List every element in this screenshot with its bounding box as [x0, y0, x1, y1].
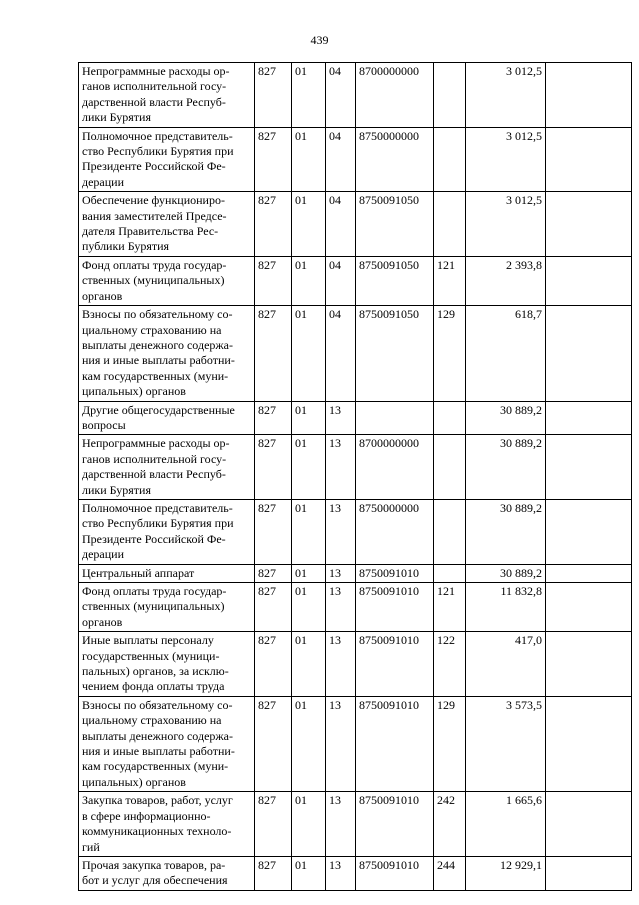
- target-article-cell: 8750091010: [356, 583, 434, 632]
- subsection-code-cell: 04: [326, 63, 356, 128]
- expense-type-cell: [434, 435, 466, 500]
- subsection-code-cell: 13: [326, 401, 356, 435]
- ministry-code-cell: 827: [255, 401, 292, 435]
- expense-name-line: ганов исполнительной госу-: [82, 451, 227, 466]
- expense-name-line: дерации: [82, 174, 125, 189]
- section-code-cell: 01: [292, 632, 326, 697]
- subsection-code-cell: 13: [326, 499, 356, 564]
- section-code-cell: 01: [292, 583, 326, 632]
- section-code-cell: 01: [292, 499, 326, 564]
- expense-type-cell: 244: [434, 856, 466, 890]
- expense-name-line: в сфере информационно-: [82, 808, 211, 823]
- expense-type-cell: [434, 192, 466, 257]
- amount-cell: 30 889,2: [466, 401, 546, 435]
- expense-name-line: лики Бурятия: [82, 110, 151, 125]
- section-code-cell: 01: [292, 306, 326, 401]
- table-row: [79, 401, 632, 435]
- extra-cell: [546, 696, 632, 791]
- expense-name-line: Закупка товаров, работ, услуг: [82, 793, 233, 808]
- expense-name-cell: [79, 632, 255, 697]
- table-row: [79, 192, 632, 257]
- target-article-cell: 8750000000: [356, 499, 434, 564]
- target-article-cell: 8750091010: [356, 564, 434, 582]
- expense-name-line: ганов исполнительной госу-: [82, 79, 227, 94]
- expense-name-line: коммуникационных техноло-: [82, 824, 232, 839]
- amount-cell: 3 012,5: [466, 127, 546, 192]
- expense-name-line: циальному страхованию на: [82, 322, 222, 337]
- expense-name-line: Полномочное представитель-: [82, 128, 233, 143]
- extra-cell: [546, 256, 632, 305]
- amount-cell: 30 889,2: [466, 499, 546, 564]
- ministry-code-cell: 827: [255, 792, 292, 857]
- amount-cell: 30 889,2: [466, 564, 546, 582]
- target-article-cell: [356, 401, 434, 435]
- expense-name-cell: [79, 63, 255, 128]
- expense-type-cell: [434, 401, 466, 435]
- expense-type-cell: 129: [434, 696, 466, 791]
- ministry-code-cell: 827: [255, 564, 292, 582]
- table-row: [79, 435, 632, 500]
- expense-type-cell: 121: [434, 583, 466, 632]
- table-row: [79, 632, 632, 697]
- extra-cell: [546, 192, 632, 257]
- expense-type-cell: 122: [434, 632, 466, 697]
- subsection-code-cell: 13: [326, 856, 356, 890]
- expense-name-line: Иные выплаты персоналу: [82, 633, 214, 648]
- ministry-code-cell: 827: [255, 63, 292, 128]
- expense-type-cell: [434, 127, 466, 192]
- extra-cell: [546, 499, 632, 564]
- expense-name-line: Прочая закупка товаров, ра-: [82, 857, 226, 872]
- table-row: [79, 63, 632, 128]
- expense-name-line: пальных) органов, за исклю-: [82, 664, 229, 679]
- section-code-cell: 01: [292, 127, 326, 192]
- ministry-code-cell: 827: [255, 127, 292, 192]
- subsection-code-cell: 13: [326, 583, 356, 632]
- expense-name-line: Центральный аппарат: [82, 565, 195, 580]
- amount-cell: 3 012,5: [466, 192, 546, 257]
- expense-name-line: вания заместителей Предсе-: [82, 208, 227, 223]
- expense-name-cell: [79, 127, 255, 192]
- expense-name-line: Президенте Российской Фе-: [82, 531, 226, 546]
- expense-name-cell: [79, 564, 255, 582]
- expense-type-cell: [434, 564, 466, 582]
- expense-name-cell: [79, 435, 255, 500]
- expense-name-cell: [79, 583, 255, 632]
- expense-name-line: Фонд оплаты труда государ-: [82, 584, 227, 598]
- expense-name-cell: [79, 401, 255, 435]
- expense-name-cell: [79, 192, 255, 257]
- extra-cell: [546, 63, 632, 128]
- expense-name-line: лики Бурятия: [82, 482, 151, 497]
- ministry-code-cell: 827: [255, 696, 292, 791]
- expense-name-line: дателя Правительства Рес-: [82, 224, 219, 239]
- amount-cell: 3 573,5: [466, 696, 546, 791]
- page-number: 439: [310, 33, 329, 47]
- section-code-cell: 01: [292, 856, 326, 890]
- ministry-code-cell: 827: [255, 499, 292, 564]
- expense-name-line: дарственной власти Респуб-: [82, 467, 226, 482]
- target-article-cell: 8750091050: [356, 192, 434, 257]
- table-row: [79, 696, 632, 791]
- expense-name-line: Непрограммные расходы ор-: [82, 64, 230, 78]
- expense-name-line: выплаты денежного содержа-: [82, 728, 234, 743]
- subsection-code-cell: 13: [326, 435, 356, 500]
- section-code-cell: 01: [292, 792, 326, 857]
- section-code-cell: 01: [292, 63, 326, 128]
- expense-name-line: дерации: [82, 547, 125, 562]
- ministry-code-cell: 827: [255, 435, 292, 500]
- section-code-cell: 01: [292, 435, 326, 500]
- extra-cell: [546, 792, 632, 857]
- table-row: [79, 499, 632, 564]
- expense-name-line: циальному страхованию на: [82, 713, 222, 728]
- expense-name-line: Непрограммные расходы ор-: [82, 436, 230, 451]
- expense-name-line: бот и услуг для обеспечения: [82, 873, 228, 888]
- expense-type-cell: [434, 63, 466, 128]
- expense-type-cell: [434, 499, 466, 564]
- amount-cell: 11 832,8: [466, 583, 546, 632]
- table-body: [79, 63, 632, 891]
- subsection-code-cell: 13: [326, 564, 356, 582]
- expense-name-line: выплаты денежного содержа-: [82, 337, 234, 352]
- expense-type-cell: 129: [434, 306, 466, 401]
- ministry-code-cell: 827: [255, 583, 292, 632]
- target-article-cell: 8750091050: [356, 256, 434, 305]
- target-article-cell: 8700000000: [356, 435, 434, 500]
- amount-cell: 12 929,1: [466, 856, 546, 890]
- table-row: [79, 583, 632, 632]
- expense-name-cell: [79, 499, 255, 564]
- expense-name-cell: [79, 856, 255, 890]
- table-row: [79, 856, 632, 890]
- target-article-cell: 8750091050: [356, 306, 434, 401]
- ministry-code-cell: 827: [255, 632, 292, 697]
- expense-name-line: органов: [82, 614, 123, 629]
- expense-name-line: вопросы: [82, 417, 126, 432]
- extra-cell: [546, 632, 632, 697]
- amount-cell: 1 665,6: [466, 792, 546, 857]
- expense-name-line: ципальных) органов: [82, 384, 186, 399]
- expense-name-line: кам государственных (муни-: [82, 368, 229, 383]
- expense-name-line: Взносы по обязательному со-: [82, 307, 233, 322]
- expense-name-line: ния и иные выплаты работни-: [82, 744, 235, 759]
- expense-name-line: Полномочное представитель-: [82, 500, 233, 515]
- subsection-code-cell: 04: [326, 256, 356, 305]
- table-row: [79, 256, 632, 305]
- target-article-cell: 8750091010: [356, 856, 434, 890]
- extra-cell: [546, 435, 632, 500]
- expense-name-line: Фонд оплаты труда государ-: [82, 257, 227, 272]
- expense-name-line: ния и иные выплаты работни-: [82, 353, 235, 368]
- amount-cell: 2 393,8: [466, 256, 546, 305]
- expense-name-line: ственных (муниципальных): [82, 599, 225, 614]
- ministry-code-cell: 827: [255, 856, 292, 890]
- section-code-cell: 01: [292, 256, 326, 305]
- expense-name-line: дарственной власти Респуб-: [82, 94, 226, 109]
- subsection-code-cell: 13: [326, 792, 356, 857]
- subsection-code-cell: 04: [326, 192, 356, 257]
- ministry-code-cell: 827: [255, 192, 292, 257]
- expense-type-cell: 242: [434, 792, 466, 857]
- expense-name-line: ство Республики Бурятия при: [82, 516, 234, 531]
- expense-type-cell: 121: [434, 256, 466, 305]
- expense-name-line: кам государственных (муни-: [82, 759, 229, 774]
- expense-name-line: государственных (муници-: [82, 648, 220, 663]
- expense-name-cell: [79, 792, 255, 857]
- table-row: [79, 792, 632, 857]
- expense-name-line: органов: [82, 288, 123, 303]
- extra-cell: [546, 306, 632, 401]
- ministry-code-cell: 827: [255, 306, 292, 401]
- subsection-code-cell: 04: [326, 127, 356, 192]
- target-article-cell: 8750000000: [356, 127, 434, 192]
- subsection-code-cell: 13: [326, 632, 356, 697]
- subsection-code-cell: 13: [326, 696, 356, 791]
- table-row: [79, 306, 632, 401]
- table-row: [79, 127, 632, 192]
- section-code-cell: 01: [292, 696, 326, 791]
- section-code-cell: 01: [292, 564, 326, 582]
- extra-cell: [546, 401, 632, 435]
- extra-cell: [546, 583, 632, 632]
- expense-name-line: публики Бурятия: [82, 239, 170, 254]
- ministry-code-cell: 827: [255, 256, 292, 305]
- expense-name-line: ственных (муниципальных): [82, 273, 225, 288]
- section-code-cell: 01: [292, 192, 326, 257]
- amount-cell: 417,0: [466, 632, 546, 697]
- expense-name-line: ципальных) органов: [82, 774, 186, 789]
- budget-table: [78, 62, 632, 891]
- amount-cell: 3 012,5: [466, 63, 546, 128]
- target-article-cell: 8750091010: [356, 696, 434, 791]
- extra-cell: [546, 856, 632, 890]
- extra-cell: [546, 127, 632, 192]
- expense-name-cell: [79, 696, 255, 791]
- target-article-cell: 8700000000: [356, 63, 434, 128]
- section-code-cell: 01: [292, 401, 326, 435]
- subsection-code-cell: 04: [326, 306, 356, 401]
- target-article-cell: 8750091010: [356, 792, 434, 857]
- expense-name-line: Президенте Российской Фе-: [82, 159, 226, 174]
- expense-name-cell: [79, 256, 255, 305]
- expense-name-line: чением фонда оплаты труда: [82, 679, 225, 694]
- expense-name-line: гий: [82, 839, 100, 854]
- expense-name-line: Другие общегосударственные: [82, 402, 235, 417]
- expense-name-cell: [79, 306, 255, 401]
- amount-cell: 30 889,2: [466, 435, 546, 500]
- table-row: [79, 564, 632, 582]
- expense-name-line: Обеспечение функциониро-: [82, 193, 225, 208]
- extra-cell: [546, 564, 632, 582]
- expense-name-line: ство Республики Бурятия при: [82, 144, 234, 159]
- expense-name-line: Взносы по обязательному со-: [82, 697, 233, 712]
- amount-cell: 618,7: [466, 306, 546, 401]
- target-article-cell: 8750091010: [356, 632, 434, 697]
